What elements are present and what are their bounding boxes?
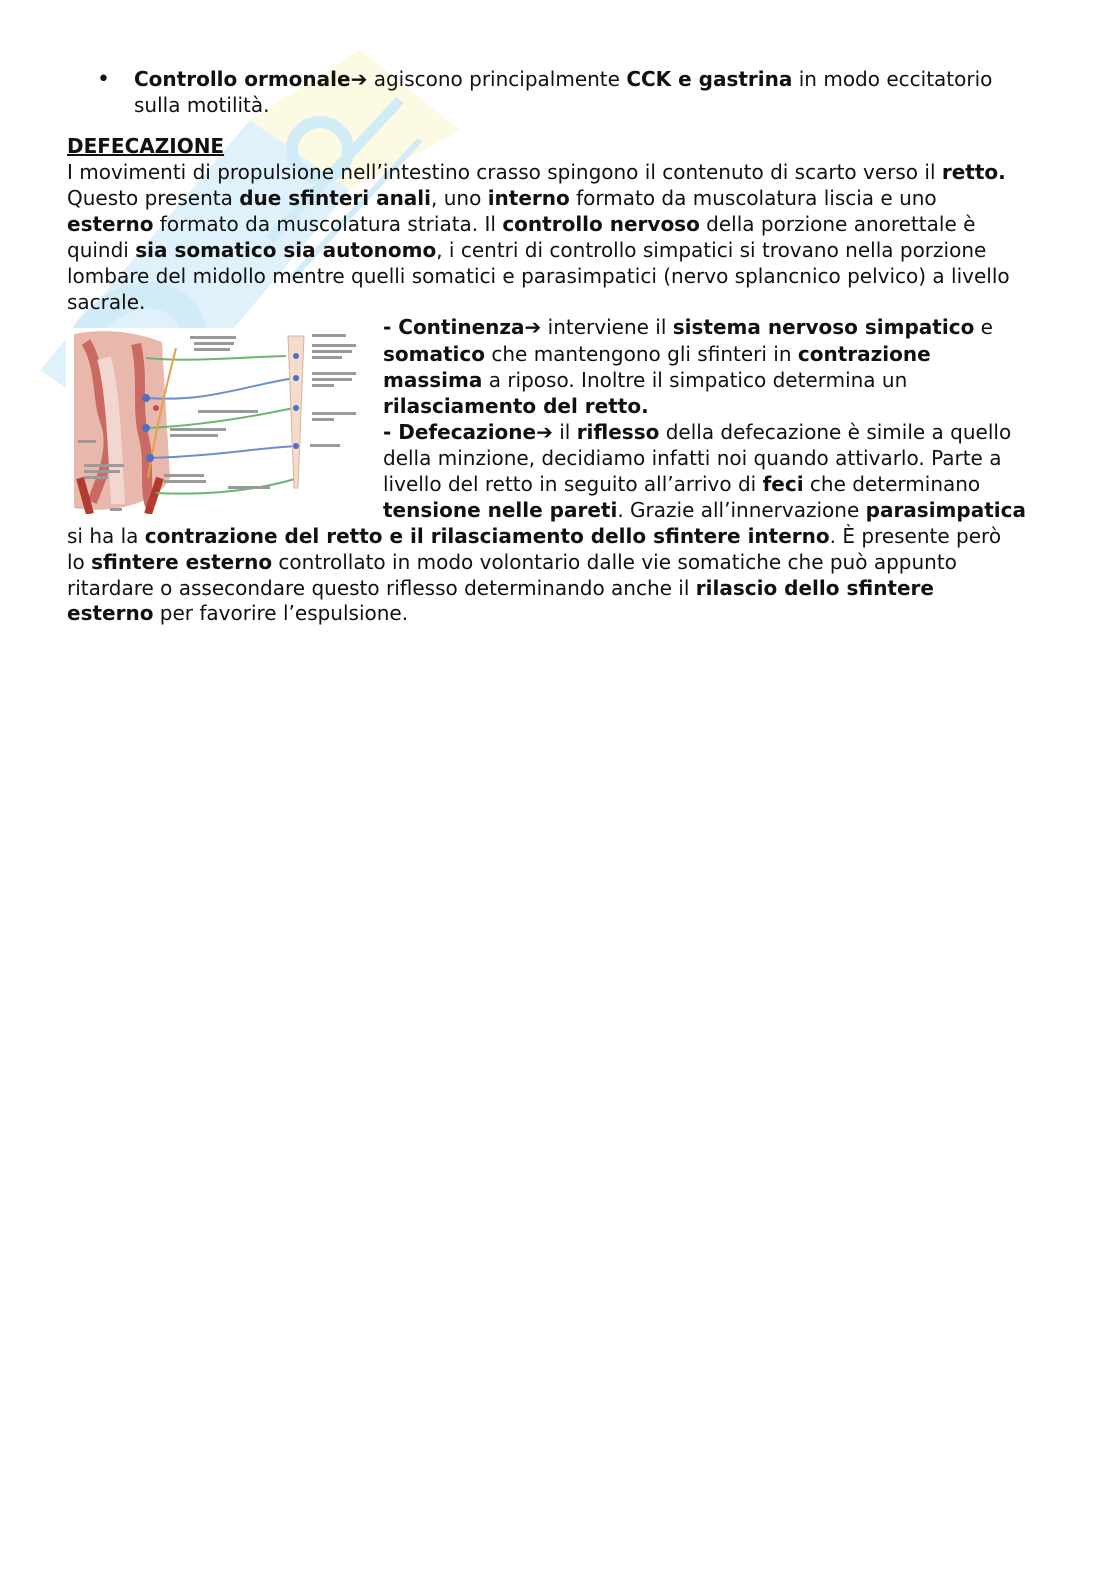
text-run-bold: feci bbox=[762, 472, 804, 496]
text-run: ritardare o assecondare questo riflesso determinando anche il bbox=[67, 576, 696, 600]
paragraph-line bbox=[383, 314, 993, 340]
text-run-bold: sia somatico sia autonomo bbox=[135, 238, 437, 262]
text-run: che determinano bbox=[803, 472, 981, 496]
paragraph-line bbox=[383, 341, 931, 367]
paragraph-line bbox=[67, 549, 957, 575]
text-run-bold: sfintere esterno bbox=[91, 550, 273, 574]
text-run: . Grazie all’innervazione bbox=[617, 498, 866, 522]
text-run-bold: rilasciamento del retto. bbox=[383, 394, 649, 418]
text-run-bold: tensione nelle pareti bbox=[383, 498, 618, 522]
text-run-bold: - Defecazione bbox=[383, 420, 537, 444]
text-run: quindi bbox=[67, 238, 136, 262]
text-run-bold: - Continenza bbox=[383, 315, 525, 339]
text-run: che mantengono gli sfinteri in bbox=[485, 342, 798, 366]
text-run: della defecazione è simile a quello bbox=[659, 420, 1012, 444]
arrow-glyph: ➔ bbox=[524, 315, 542, 339]
text-run: in modo eccitatorio bbox=[792, 67, 993, 91]
bullet-glyph: • bbox=[97, 67, 110, 92]
bullet-line-2: sulla motilità. bbox=[134, 93, 270, 117]
text-run: Questo presenta bbox=[67, 186, 240, 210]
paragraph-line bbox=[383, 419, 1011, 445]
text-run: si ha la bbox=[67, 524, 145, 548]
paragraph-line: lombare del midollo mentre quelli somatici e parasimpatici (nervo splancnico pelvico) a livello bbox=[67, 264, 1010, 288]
text-run: lo bbox=[67, 550, 92, 574]
text-run: formato da muscolatura striata. Il bbox=[153, 212, 503, 236]
paragraph-line bbox=[383, 471, 980, 497]
arrow-glyph: ➔ bbox=[350, 67, 368, 91]
text-run-bold: somatico bbox=[383, 342, 485, 366]
text-run-bold: retto. bbox=[941, 160, 1006, 184]
text-run: il bbox=[552, 420, 577, 444]
paragraph-line bbox=[67, 600, 408, 626]
text-run-bold: massima bbox=[383, 368, 483, 392]
text-run-bold: CCK e gastrina bbox=[626, 67, 793, 91]
arrow-glyph: ➔ bbox=[536, 420, 553, 444]
paragraph-line bbox=[67, 237, 986, 263]
text-run: interviene il bbox=[541, 315, 673, 339]
text-run-bold: parasimpatica bbox=[865, 498, 1026, 522]
anorectal-innervation-figure bbox=[66, 328, 366, 514]
paragraph-line bbox=[67, 575, 934, 601]
text-run-bold: sistema nervoso simpatico bbox=[672, 315, 975, 339]
text-run: livello del retto in seguito all’arrivo di bbox=[383, 472, 763, 496]
paragraph-line: della minzione, decidiamo infatti noi quando attivarlo. Parte a bbox=[383, 446, 1002, 470]
text-run: controllato in modo volontario dalle vie somatiche che può appunto bbox=[272, 550, 957, 574]
text-run-bold: interno bbox=[487, 186, 570, 210]
section-heading: DEFECAZIONE bbox=[67, 134, 225, 158]
paragraph-line bbox=[67, 211, 975, 237]
paragraph-line bbox=[383, 393, 649, 419]
text-run: agiscono principalmente bbox=[373, 67, 627, 91]
text-run-bold: riflesso bbox=[576, 420, 660, 444]
text-run-bold: contrazione del retto e il rilasciamento dello sfintere interno bbox=[144, 524, 830, 548]
paragraph-line bbox=[383, 367, 907, 393]
paragraph-line: sacrale. bbox=[67, 290, 146, 314]
text-run-bold: esterno bbox=[67, 601, 154, 625]
text-run: , uno bbox=[431, 186, 488, 210]
text-run: . È presente però bbox=[829, 524, 1002, 548]
text-run-bold: contrazione bbox=[797, 342, 931, 366]
text-run: della porzione anorettale è bbox=[699, 212, 976, 236]
bullet-label: Controllo ormonale bbox=[134, 67, 351, 91]
paragraph-line bbox=[67, 523, 1001, 549]
text-run-bold: controllo nervoso bbox=[502, 212, 700, 236]
paragraph-line bbox=[67, 185, 937, 211]
text-run-bold: rilascio dello sfintere bbox=[695, 576, 934, 600]
bullet-line-1 bbox=[134, 66, 992, 92]
text-run: I movimenti di propulsione nell’intestino crasso spingono il contenuto di scarto verso il bbox=[67, 160, 942, 184]
text-run: , i centri di controllo simpatici si trovano nella porzione bbox=[436, 238, 987, 262]
paragraph-line bbox=[383, 497, 1026, 523]
text-run: per favorire l’espulsione. bbox=[153, 601, 409, 625]
text-run: a riposo. Inoltre il simpatico determina un bbox=[482, 368, 908, 392]
text-run-bold: due sfinteri anali bbox=[239, 186, 432, 210]
text-run: formato da muscolatura liscia e uno bbox=[569, 186, 937, 210]
text-run-bold: esterno bbox=[67, 212, 154, 236]
text-run: e bbox=[974, 315, 993, 339]
paragraph-line bbox=[67, 159, 1006, 185]
